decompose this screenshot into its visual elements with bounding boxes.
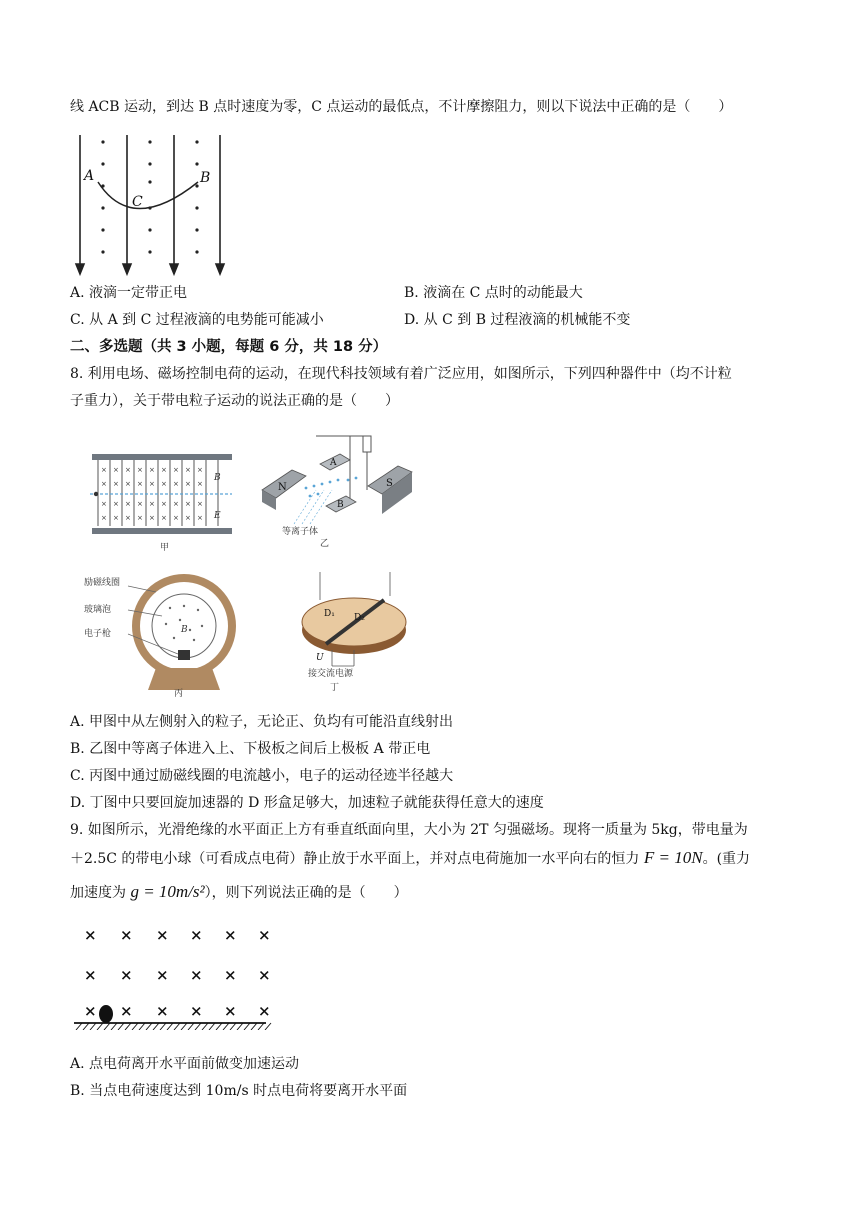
svg-text:×: × xyxy=(137,514,143,522)
q8-yi-label-a: A xyxy=(330,458,337,468)
q7-figure xyxy=(70,130,240,280)
svg-text:×: × xyxy=(101,500,107,508)
ground-hatch xyxy=(195,1023,201,1030)
q7-option-a: A. 液滴一定带正电 xyxy=(70,285,188,301)
q8-jia-caption: 甲 xyxy=(160,543,170,553)
ground-hatch xyxy=(181,1023,187,1030)
q8-ding-d1: D₁ xyxy=(324,609,335,619)
svg-text:×: × xyxy=(197,514,203,522)
q8-option-c: C. 丙图中通过励磁线圈的电流越小，电子的运动径迹半径越大 xyxy=(70,768,454,784)
svg-text:×: × xyxy=(125,500,131,508)
q8-figure-ding xyxy=(286,570,416,694)
ground-hatch xyxy=(118,1023,124,1030)
field-mark: × xyxy=(84,966,97,984)
ground-hatch xyxy=(83,1023,89,1030)
q8-ding-caption: 丁 xyxy=(330,683,340,693)
q9-force: F = 10N xyxy=(643,848,703,867)
q8-ding-u: U xyxy=(316,653,324,663)
svg-text:×: × xyxy=(197,500,203,508)
svg-text:×: × xyxy=(161,466,167,474)
q8-bing-gun: 电子枪 xyxy=(84,629,112,639)
field-mark: × xyxy=(120,1002,133,1020)
field-mark: × xyxy=(120,926,133,944)
svg-text:×: × xyxy=(149,466,155,474)
q9-gravity: g = 10m/s² xyxy=(130,882,205,901)
field-mark: × xyxy=(258,926,271,944)
svg-text:×: × xyxy=(185,514,191,522)
q7-label-a: A xyxy=(84,168,95,184)
ground-hatch xyxy=(174,1023,180,1030)
ground-hatch xyxy=(188,1023,194,1030)
svg-text:×: × xyxy=(197,480,203,488)
q7-label-c: C xyxy=(132,194,143,210)
svg-text:×: × xyxy=(149,480,155,488)
q9-option-b: B. 当点电荷速度达到 10m/s 时点电荷将要离开水平面 xyxy=(70,1083,408,1099)
svg-text:×: × xyxy=(101,514,107,522)
field-mark: × xyxy=(156,966,169,984)
ground-hatch xyxy=(237,1023,243,1030)
q9-figure xyxy=(70,918,280,1030)
svg-text:×: × xyxy=(185,500,191,508)
field-mark: × xyxy=(156,926,169,944)
q8-jia-label-b: B xyxy=(214,473,221,483)
q7-stem: 线 ACB 运动，到达 B 点时速度为零，C 点运动的最低点，不计摩擦阻力，则以下说法中正确的是（ ） xyxy=(70,99,733,115)
q9-stem-line2-text: ＋2.5C 的带电小球（可看成点电荷）静止放于水平面上，并对点电荷施加一水平向右的恒力 xyxy=(70,851,644,867)
section-heading: 二、多选题（共 3 小题，每题 6 分，共 18 分） xyxy=(70,339,388,355)
q8-option-b: B. 乙图中等离子体进入上、下极板之间后上极板 A 带正电 xyxy=(70,741,431,757)
ground-hatch xyxy=(111,1023,117,1030)
q9-stem-line3 xyxy=(70,882,408,903)
svg-text:×: × xyxy=(125,480,131,488)
q9-option-a: A. 点电荷离开水平面前做变加速运动 xyxy=(70,1056,300,1072)
svg-text:×: × xyxy=(113,466,119,474)
ground-hatch xyxy=(125,1023,131,1030)
q8-bing-coil: 励磁线圈 xyxy=(84,578,121,588)
q8-yi-label-b: B xyxy=(337,500,344,510)
ground-hatch xyxy=(139,1023,145,1030)
ground-hatch xyxy=(251,1023,257,1030)
svg-text:×: × xyxy=(101,466,107,474)
field-mark: × xyxy=(224,1002,237,1020)
svg-text:×: × xyxy=(161,480,167,488)
q8-option-a: A. 甲图中从左侧射入的粒子，无论正、负均有可能沿直线射出 xyxy=(70,714,454,730)
ground-hatch xyxy=(160,1023,166,1030)
field-mark: × xyxy=(258,1002,271,1020)
svg-text:×: × xyxy=(101,480,107,488)
q8-ding-source: 接交流电源 xyxy=(308,669,354,679)
q8-figure-bing xyxy=(84,568,244,698)
q8-yi-label-n: N xyxy=(278,482,287,493)
q7-label-b: B xyxy=(200,170,211,186)
q7-option-d: D. 从 C 到 B 过程液滴的机械能不变 xyxy=(404,312,631,328)
q7-option-b: B. 液滴在 C 点时的动能最大 xyxy=(404,285,583,301)
q9-stem-line3-text: 加速度为 xyxy=(70,885,131,901)
svg-text:×: × xyxy=(173,514,179,522)
q8-bing-label-b: B xyxy=(181,625,188,635)
svg-text:×: × xyxy=(137,466,143,474)
ground-hatch xyxy=(97,1023,103,1030)
ground-hatch xyxy=(104,1023,110,1030)
q9-stem-line2-tail: 。(重力 xyxy=(702,851,751,867)
svg-text:×: × xyxy=(173,480,179,488)
ground-hatch xyxy=(223,1023,229,1030)
q8-bing-caption: 丙 xyxy=(174,689,184,698)
svg-text:×: × xyxy=(113,514,119,522)
ground-hatch xyxy=(230,1023,236,1030)
ground-hatch xyxy=(216,1023,222,1030)
ground-hatch xyxy=(258,1023,264,1030)
svg-text:×: × xyxy=(173,500,179,508)
q8-stem-line1: 8. 利用电场、磁场控制电荷的运动，在现代科技领域有着广泛应用，如图所示，下列四种器件中（均不计粒 xyxy=(70,366,732,382)
charged-ball xyxy=(99,1005,113,1023)
svg-text:×: × xyxy=(173,466,179,474)
svg-text:×: × xyxy=(185,466,191,474)
q8-figure-yi xyxy=(258,428,418,548)
q7-option-c: C. 从 A 到 C 过程液滴的电势能可能减小 xyxy=(70,312,324,328)
ground-hatch xyxy=(90,1023,96,1030)
q8-bing-bulb: 玻璃泡 xyxy=(84,605,112,615)
svg-text:×: × xyxy=(149,514,155,522)
ground-hatch xyxy=(265,1023,271,1030)
field-mark: × xyxy=(120,966,133,984)
q8-jia-label-e: E xyxy=(214,511,221,521)
svg-text:×: × xyxy=(113,500,119,508)
svg-text:×: × xyxy=(185,480,191,488)
field-mark: × xyxy=(190,1002,203,1020)
q9-stem-line1: 9. 如图所示，光滑绝缘的水平面正上方有垂直纸面向里，大小为 2T 匀强磁场。现将一质量为 5kg，带电量为 xyxy=(70,822,748,838)
svg-text:×: × xyxy=(161,514,167,522)
svg-text:×: × xyxy=(161,500,167,508)
q8-ding-d2: D₂ xyxy=(354,613,365,623)
svg-text:×: × xyxy=(125,466,131,474)
q8-stem-line2: 子重力），关于带电粒子运动的说法正确的是（ ） xyxy=(70,393,399,409)
q9-stem-line2 xyxy=(70,848,750,869)
ground-hatch xyxy=(167,1023,173,1030)
ground-hatch xyxy=(244,1023,250,1030)
svg-text:×: × xyxy=(197,466,203,474)
field-mark: × xyxy=(84,926,97,944)
field-mark: × xyxy=(84,1002,97,1020)
ground-hatch xyxy=(202,1023,208,1030)
q8-yi-plasma: 等离子体 xyxy=(282,527,319,537)
q8-figure-jia xyxy=(88,450,238,556)
q8-option-d: D. 丁图中只要回旋加速器的 D 形盒足够大，加速粒子就能获得任意大的速度 xyxy=(70,795,544,811)
q8-yi-label-s: S xyxy=(386,478,393,489)
field-mark: × xyxy=(224,966,237,984)
ground-hatch xyxy=(76,1023,82,1030)
ground-hatch xyxy=(209,1023,215,1030)
q9-stem-line3-tail: ），则下列说法正确的是（ ） xyxy=(204,885,408,901)
ground-hatch xyxy=(153,1023,159,1030)
field-mark: × xyxy=(224,926,237,944)
svg-text:×: × xyxy=(149,500,155,508)
svg-text:×: × xyxy=(137,480,143,488)
field-mark: × xyxy=(190,926,203,944)
svg-text:×: × xyxy=(125,514,131,522)
svg-text:×: × xyxy=(137,500,143,508)
ground-hatch xyxy=(132,1023,138,1030)
field-mark: × xyxy=(156,1002,169,1020)
q8-yi-caption: 乙 xyxy=(320,539,330,548)
svg-text:×: × xyxy=(113,480,119,488)
field-mark: × xyxy=(258,966,271,984)
ground-hatch xyxy=(146,1023,152,1030)
field-mark: × xyxy=(190,966,203,984)
